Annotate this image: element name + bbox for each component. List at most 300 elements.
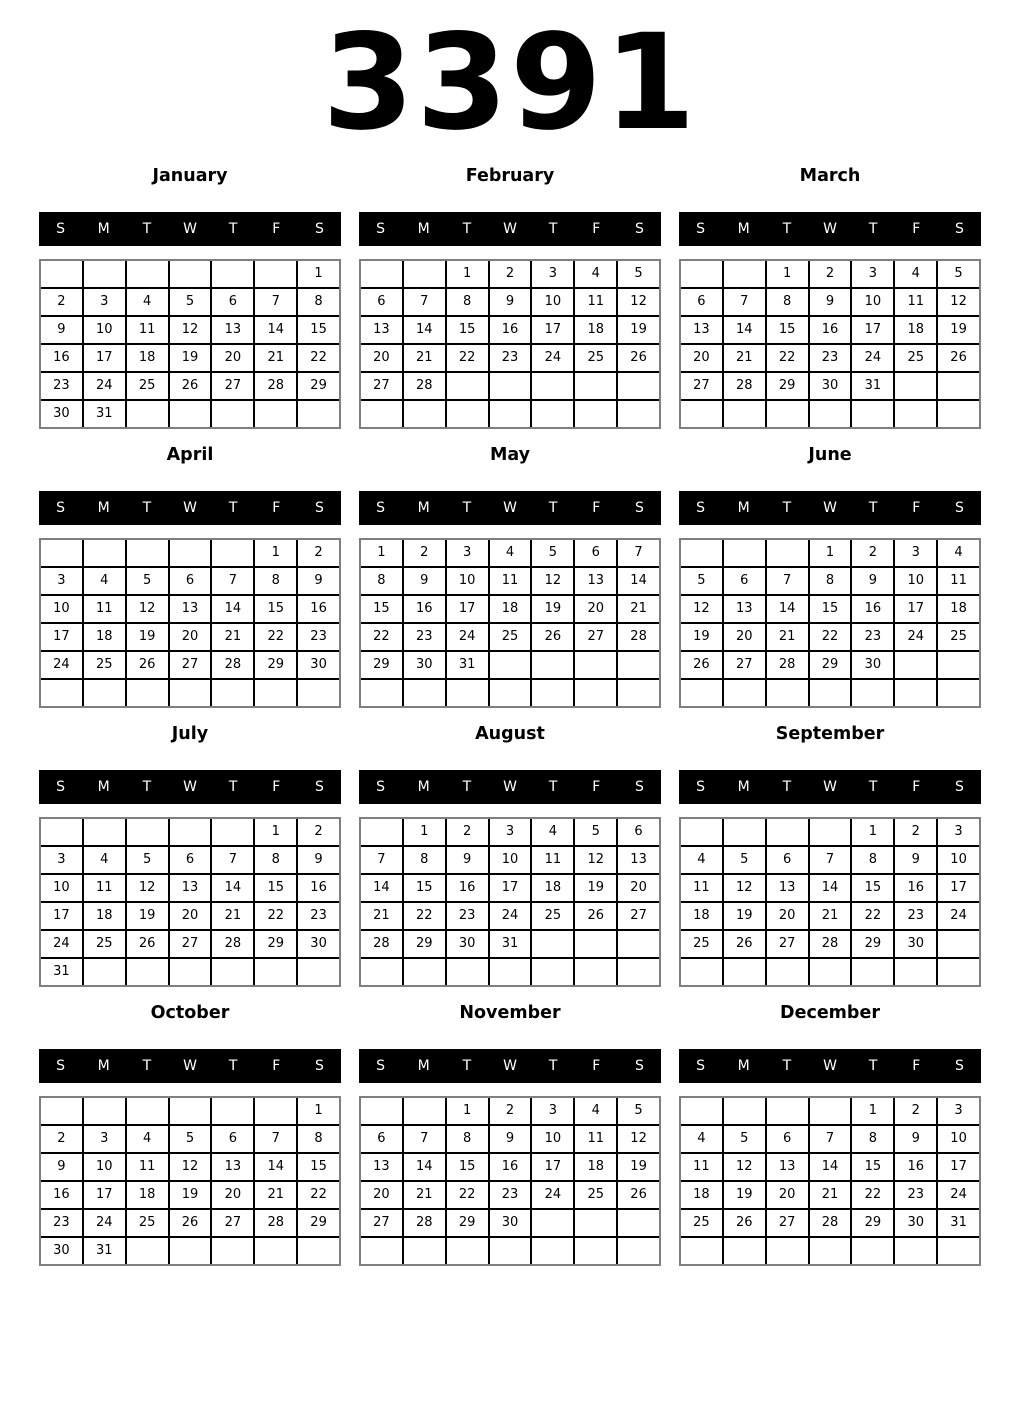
day-cell: 28 bbox=[404, 1210, 445, 1236]
day-cell: 5 bbox=[618, 261, 659, 287]
day-cell: 8 bbox=[852, 847, 893, 873]
day-cell-empty bbox=[681, 261, 722, 287]
weekday-header bbox=[39, 212, 341, 246]
day-cell: 15 bbox=[767, 317, 808, 343]
day-cell: 29 bbox=[255, 652, 296, 678]
day-cell: 21 bbox=[767, 624, 808, 650]
day-cell: 9 bbox=[852, 568, 893, 594]
day-cell: 24 bbox=[895, 624, 936, 650]
day-cell: 20 bbox=[618, 875, 659, 901]
day-cell-empty bbox=[447, 373, 488, 399]
day-cell: 1 bbox=[404, 819, 445, 845]
day-cell-empty bbox=[810, 1238, 851, 1264]
day-cell: 8 bbox=[255, 568, 296, 594]
month-name: June bbox=[808, 444, 852, 465]
weekday-label: T bbox=[228, 778, 238, 795]
day-cell: 10 bbox=[532, 1126, 573, 1152]
day-cell-empty bbox=[852, 401, 893, 427]
day-cell-empty bbox=[127, 540, 168, 566]
day-cell: 20 bbox=[575, 596, 616, 622]
day-cell: 10 bbox=[41, 596, 82, 622]
day-cell: 14 bbox=[361, 875, 402, 901]
day-cell: 12 bbox=[127, 875, 168, 901]
day-cell: 22 bbox=[447, 345, 488, 371]
weekday-label: S bbox=[696, 1057, 706, 1074]
day-cell: 9 bbox=[298, 568, 339, 594]
day-cell: 18 bbox=[532, 875, 573, 901]
day-cell-empty bbox=[895, 959, 936, 985]
day-cell: 21 bbox=[404, 345, 445, 371]
weekday-label: S bbox=[314, 1057, 324, 1074]
day-cell: 4 bbox=[938, 540, 979, 566]
day-cell: 21 bbox=[255, 1182, 296, 1208]
day-cell-empty bbox=[84, 959, 125, 985]
day-cell-empty bbox=[767, 401, 808, 427]
weekday-label: S bbox=[696, 220, 706, 237]
day-cell-empty bbox=[447, 680, 488, 706]
day-cell: 7 bbox=[810, 847, 851, 873]
day-cell: 15 bbox=[852, 875, 893, 901]
month-march bbox=[679, 165, 981, 429]
day-cell: 16 bbox=[810, 317, 851, 343]
day-cell-empty bbox=[84, 680, 125, 706]
weekday-label: T bbox=[228, 499, 238, 516]
day-cell-empty bbox=[767, 540, 808, 566]
day-cell: 8 bbox=[447, 1126, 488, 1152]
day-cell: 27 bbox=[767, 931, 808, 957]
day-cell: 1 bbox=[852, 1098, 893, 1124]
day-cell: 4 bbox=[532, 819, 573, 845]
day-cell-empty bbox=[298, 401, 339, 427]
day-cell-empty bbox=[810, 819, 851, 845]
weekday-label: S bbox=[314, 499, 324, 516]
day-cell: 13 bbox=[575, 568, 616, 594]
day-cell-empty bbox=[127, 261, 168, 287]
day-cell: 7 bbox=[618, 540, 659, 566]
day-cell-empty bbox=[810, 959, 851, 985]
day-cell: 1 bbox=[361, 540, 402, 566]
day-grid bbox=[39, 259, 341, 429]
day-cell: 14 bbox=[810, 875, 851, 901]
weekday-label: S bbox=[56, 499, 66, 516]
weekday-label: F bbox=[912, 499, 921, 516]
day-cell-empty bbox=[938, 1238, 979, 1264]
day-cell: 10 bbox=[447, 568, 488, 594]
weekday-label: W bbox=[503, 499, 517, 516]
day-cell: 3 bbox=[447, 540, 488, 566]
day-cell: 13 bbox=[681, 317, 722, 343]
day-cell: 27 bbox=[361, 373, 402, 399]
day-cell-empty bbox=[170, 261, 211, 287]
weekday-label: W bbox=[183, 778, 197, 795]
day-cell: 14 bbox=[618, 568, 659, 594]
day-cell: 23 bbox=[41, 373, 82, 399]
day-grid bbox=[679, 259, 981, 429]
day-cell-empty bbox=[212, 401, 253, 427]
day-cell: 25 bbox=[575, 345, 616, 371]
day-cell: 17 bbox=[490, 875, 531, 901]
day-cell: 1 bbox=[810, 540, 851, 566]
month-may bbox=[359, 444, 661, 708]
day-cell-empty bbox=[681, 959, 722, 985]
day-cell-empty bbox=[84, 261, 125, 287]
day-cell: 17 bbox=[41, 624, 82, 650]
day-grid bbox=[679, 817, 981, 987]
day-cell: 4 bbox=[575, 1098, 616, 1124]
weekday-label: F bbox=[272, 1057, 281, 1074]
day-cell: 13 bbox=[767, 875, 808, 901]
day-cell: 2 bbox=[490, 1098, 531, 1124]
day-cell: 30 bbox=[852, 652, 893, 678]
day-cell: 2 bbox=[298, 540, 339, 566]
month-name: May bbox=[489, 444, 531, 465]
day-cell: 25 bbox=[681, 931, 722, 957]
day-cell: 24 bbox=[84, 1210, 125, 1236]
day-cell-empty bbox=[810, 401, 851, 427]
day-cell: 6 bbox=[767, 847, 808, 873]
day-cell: 31 bbox=[41, 959, 82, 985]
day-cell-empty bbox=[767, 1098, 808, 1124]
day-cell: 5 bbox=[575, 819, 616, 845]
day-cell: 6 bbox=[361, 1126, 402, 1152]
day-cell: 31 bbox=[852, 373, 893, 399]
day-cell-empty bbox=[404, 959, 445, 985]
weekday-label: S bbox=[314, 778, 324, 795]
weekday-label: S bbox=[954, 778, 964, 795]
day-cell: 22 bbox=[404, 903, 445, 929]
day-cell: 9 bbox=[41, 1154, 82, 1180]
day-cell: 7 bbox=[724, 289, 765, 315]
day-cell: 29 bbox=[852, 931, 893, 957]
year-title: 3391 bbox=[322, 6, 698, 160]
day-cell: 6 bbox=[767, 1126, 808, 1152]
day-cell: 6 bbox=[212, 1126, 253, 1152]
weekday-label: S bbox=[634, 220, 644, 237]
day-cell: 7 bbox=[767, 568, 808, 594]
day-cell-empty bbox=[938, 373, 979, 399]
day-cell: 12 bbox=[532, 568, 573, 594]
day-cell-empty bbox=[170, 1238, 211, 1264]
day-cell-empty bbox=[532, 959, 573, 985]
day-cell: 20 bbox=[767, 1182, 808, 1208]
month-name: January bbox=[152, 165, 228, 186]
day-cell: 30 bbox=[490, 1210, 531, 1236]
month-name: February bbox=[465, 165, 555, 186]
day-cell: 10 bbox=[938, 847, 979, 873]
day-cell: 27 bbox=[170, 931, 211, 957]
day-cell-empty bbox=[361, 819, 402, 845]
day-cell-empty bbox=[298, 680, 339, 706]
weekday-label: F bbox=[272, 220, 281, 237]
day-cell-empty bbox=[41, 540, 82, 566]
day-cell: 4 bbox=[895, 261, 936, 287]
day-cell-empty bbox=[170, 1098, 211, 1124]
weekday-label: M bbox=[97, 220, 110, 237]
day-cell: 15 bbox=[404, 875, 445, 901]
day-cell-empty bbox=[84, 540, 125, 566]
weekday-label: T bbox=[462, 499, 472, 516]
day-cell-empty bbox=[618, 931, 659, 957]
month-name: October bbox=[150, 1002, 230, 1023]
day-cell: 2 bbox=[41, 1126, 82, 1152]
weekday-label: S bbox=[634, 1057, 644, 1074]
day-cell: 12 bbox=[127, 596, 168, 622]
day-cell-empty bbox=[361, 401, 402, 427]
day-cell: 23 bbox=[490, 345, 531, 371]
day-cell: 2 bbox=[447, 819, 488, 845]
day-cell: 10 bbox=[84, 1154, 125, 1180]
day-cell: 10 bbox=[84, 317, 125, 343]
day-cell-empty bbox=[575, 652, 616, 678]
day-cell: 25 bbox=[532, 903, 573, 929]
day-cell: 16 bbox=[298, 596, 339, 622]
weekday-label: M bbox=[417, 778, 430, 795]
day-cell: 9 bbox=[447, 847, 488, 873]
day-cell: 20 bbox=[767, 903, 808, 929]
day-cell-empty bbox=[255, 1238, 296, 1264]
day-cell: 23 bbox=[404, 624, 445, 650]
day-cell-empty bbox=[361, 680, 402, 706]
day-cell-empty bbox=[84, 1098, 125, 1124]
day-cell: 14 bbox=[767, 596, 808, 622]
day-cell: 13 bbox=[618, 847, 659, 873]
day-cell: 15 bbox=[255, 875, 296, 901]
day-cell: 10 bbox=[532, 289, 573, 315]
day-cell: 24 bbox=[41, 652, 82, 678]
day-cell: 8 bbox=[298, 289, 339, 315]
day-cell: 26 bbox=[618, 1182, 659, 1208]
day-cell: 25 bbox=[575, 1182, 616, 1208]
weekday-label: T bbox=[228, 220, 238, 237]
day-cell: 9 bbox=[490, 1126, 531, 1152]
day-cell: 27 bbox=[767, 1210, 808, 1236]
day-cell: 10 bbox=[895, 568, 936, 594]
day-cell: 17 bbox=[532, 1154, 573, 1180]
day-cell-empty bbox=[767, 819, 808, 845]
day-cell-empty bbox=[255, 1098, 296, 1124]
day-cell-empty bbox=[127, 401, 168, 427]
day-cell: 11 bbox=[681, 875, 722, 901]
day-cell-empty bbox=[212, 1238, 253, 1264]
day-cell: 12 bbox=[618, 1126, 659, 1152]
weekday-label: M bbox=[97, 499, 110, 516]
month-september bbox=[679, 723, 981, 987]
day-cell: 5 bbox=[127, 847, 168, 873]
month-february bbox=[359, 165, 661, 429]
day-cell: 5 bbox=[724, 1126, 765, 1152]
day-cell: 12 bbox=[724, 875, 765, 901]
day-cell: 3 bbox=[41, 568, 82, 594]
day-cell: 8 bbox=[404, 847, 445, 873]
weekday-label: W bbox=[823, 778, 837, 795]
day-cell: 20 bbox=[212, 1182, 253, 1208]
day-cell: 28 bbox=[361, 931, 402, 957]
day-cell: 26 bbox=[532, 624, 573, 650]
weekday-label: M bbox=[737, 1057, 750, 1074]
day-cell: 29 bbox=[298, 1210, 339, 1236]
day-cell-empty bbox=[575, 959, 616, 985]
day-grid bbox=[39, 817, 341, 987]
day-cell-empty bbox=[532, 1238, 573, 1264]
day-cell-empty bbox=[212, 261, 253, 287]
day-cell: 26 bbox=[724, 931, 765, 957]
day-cell: 31 bbox=[84, 401, 125, 427]
day-cell: 7 bbox=[212, 568, 253, 594]
day-cell: 1 bbox=[255, 540, 296, 566]
day-cell: 19 bbox=[532, 596, 573, 622]
day-cell: 5 bbox=[618, 1098, 659, 1124]
day-cell: 21 bbox=[212, 903, 253, 929]
day-cell: 16 bbox=[447, 875, 488, 901]
months-grid bbox=[39, 165, 981, 1281]
day-cell: 3 bbox=[938, 819, 979, 845]
day-cell: 23 bbox=[895, 903, 936, 929]
day-cell-empty bbox=[938, 959, 979, 985]
day-cell: 28 bbox=[618, 624, 659, 650]
day-cell-empty bbox=[212, 819, 253, 845]
day-cell: 11 bbox=[575, 289, 616, 315]
day-cell: 4 bbox=[84, 568, 125, 594]
day-cell: 1 bbox=[298, 261, 339, 287]
weekday-label: F bbox=[912, 778, 921, 795]
weekday-label: S bbox=[376, 220, 386, 237]
day-cell: 21 bbox=[810, 903, 851, 929]
day-cell: 1 bbox=[767, 261, 808, 287]
day-cell: 5 bbox=[127, 568, 168, 594]
day-cell: 23 bbox=[447, 903, 488, 929]
day-cell: 10 bbox=[490, 847, 531, 873]
day-cell: 14 bbox=[212, 875, 253, 901]
day-cell: 6 bbox=[618, 819, 659, 845]
day-cell-empty bbox=[681, 540, 722, 566]
day-cell: 5 bbox=[724, 847, 765, 873]
day-cell: 23 bbox=[490, 1182, 531, 1208]
day-cell: 1 bbox=[298, 1098, 339, 1124]
weekday-label: M bbox=[417, 499, 430, 516]
day-cell-empty bbox=[490, 401, 531, 427]
day-cell: 7 bbox=[361, 847, 402, 873]
day-cell: 13 bbox=[767, 1154, 808, 1180]
day-cell-empty bbox=[170, 819, 211, 845]
day-cell-empty bbox=[575, 931, 616, 957]
day-cell: 2 bbox=[490, 261, 531, 287]
weekday-label: S bbox=[56, 1057, 66, 1074]
day-cell: 28 bbox=[404, 373, 445, 399]
day-cell: 19 bbox=[127, 903, 168, 929]
day-cell: 23 bbox=[852, 624, 893, 650]
weekday-label: T bbox=[228, 1057, 238, 1074]
day-cell: 9 bbox=[298, 847, 339, 873]
weekday-header bbox=[359, 1049, 661, 1083]
day-cell: 21 bbox=[618, 596, 659, 622]
day-cell: 26 bbox=[127, 931, 168, 957]
day-cell: 15 bbox=[298, 1154, 339, 1180]
day-cell-empty bbox=[41, 261, 82, 287]
day-cell: 28 bbox=[255, 373, 296, 399]
day-cell: 17 bbox=[895, 596, 936, 622]
weekday-header bbox=[39, 491, 341, 525]
day-cell: 6 bbox=[170, 568, 211, 594]
day-cell: 5 bbox=[532, 540, 573, 566]
month-august bbox=[359, 723, 661, 987]
day-cell: 19 bbox=[170, 1182, 211, 1208]
day-cell: 2 bbox=[41, 289, 82, 315]
day-grid bbox=[39, 1096, 341, 1266]
day-cell: 18 bbox=[84, 903, 125, 929]
day-cell: 15 bbox=[852, 1154, 893, 1180]
day-cell-empty bbox=[681, 819, 722, 845]
day-cell: 15 bbox=[447, 1154, 488, 1180]
day-cell: 20 bbox=[170, 624, 211, 650]
day-cell: 3 bbox=[41, 847, 82, 873]
day-cell-empty bbox=[532, 401, 573, 427]
day-cell: 24 bbox=[852, 345, 893, 371]
day-cell: 27 bbox=[618, 903, 659, 929]
day-cell: 7 bbox=[404, 1126, 445, 1152]
day-cell: 19 bbox=[618, 1154, 659, 1180]
day-cell-empty bbox=[127, 1098, 168, 1124]
day-cell: 20 bbox=[361, 1182, 402, 1208]
day-cell: 16 bbox=[404, 596, 445, 622]
day-grid bbox=[359, 538, 661, 708]
day-cell: 22 bbox=[852, 903, 893, 929]
weekday-label: W bbox=[503, 1057, 517, 1074]
day-cell-empty bbox=[447, 959, 488, 985]
day-cell: 20 bbox=[212, 345, 253, 371]
day-cell: 29 bbox=[255, 931, 296, 957]
day-cell: 8 bbox=[767, 289, 808, 315]
day-cell-empty bbox=[490, 680, 531, 706]
day-cell: 22 bbox=[810, 624, 851, 650]
day-cell: 10 bbox=[41, 875, 82, 901]
day-cell: 26 bbox=[618, 345, 659, 371]
day-cell: 11 bbox=[490, 568, 531, 594]
day-cell: 16 bbox=[41, 345, 82, 371]
day-cell: 17 bbox=[938, 1154, 979, 1180]
day-cell: 7 bbox=[810, 1126, 851, 1152]
weekday-header bbox=[39, 1049, 341, 1083]
day-cell: 14 bbox=[212, 596, 253, 622]
day-cell: 12 bbox=[170, 317, 211, 343]
day-cell: 18 bbox=[84, 624, 125, 650]
day-cell: 28 bbox=[810, 1210, 851, 1236]
day-cell: 18 bbox=[895, 317, 936, 343]
month-name: November bbox=[459, 1002, 561, 1023]
day-cell: 12 bbox=[724, 1154, 765, 1180]
day-cell-empty bbox=[767, 959, 808, 985]
month-january bbox=[39, 165, 341, 429]
day-cell: 18 bbox=[575, 317, 616, 343]
day-cell: 21 bbox=[255, 345, 296, 371]
day-cell-empty bbox=[532, 680, 573, 706]
day-cell-empty bbox=[618, 401, 659, 427]
day-cell-empty bbox=[938, 652, 979, 678]
day-cell-empty bbox=[212, 540, 253, 566]
day-cell: 17 bbox=[532, 317, 573, 343]
day-cell: 3 bbox=[895, 540, 936, 566]
weekday-label: M bbox=[737, 220, 750, 237]
day-cell: 15 bbox=[255, 596, 296, 622]
day-cell: 16 bbox=[852, 596, 893, 622]
day-cell: 30 bbox=[41, 1238, 82, 1264]
day-cell: 24 bbox=[41, 931, 82, 957]
day-cell-empty bbox=[361, 1098, 402, 1124]
day-cell: 7 bbox=[255, 1126, 296, 1152]
day-cell: 17 bbox=[41, 903, 82, 929]
day-cell-empty bbox=[490, 373, 531, 399]
day-cell-empty bbox=[490, 1238, 531, 1264]
day-cell: 12 bbox=[170, 1154, 211, 1180]
